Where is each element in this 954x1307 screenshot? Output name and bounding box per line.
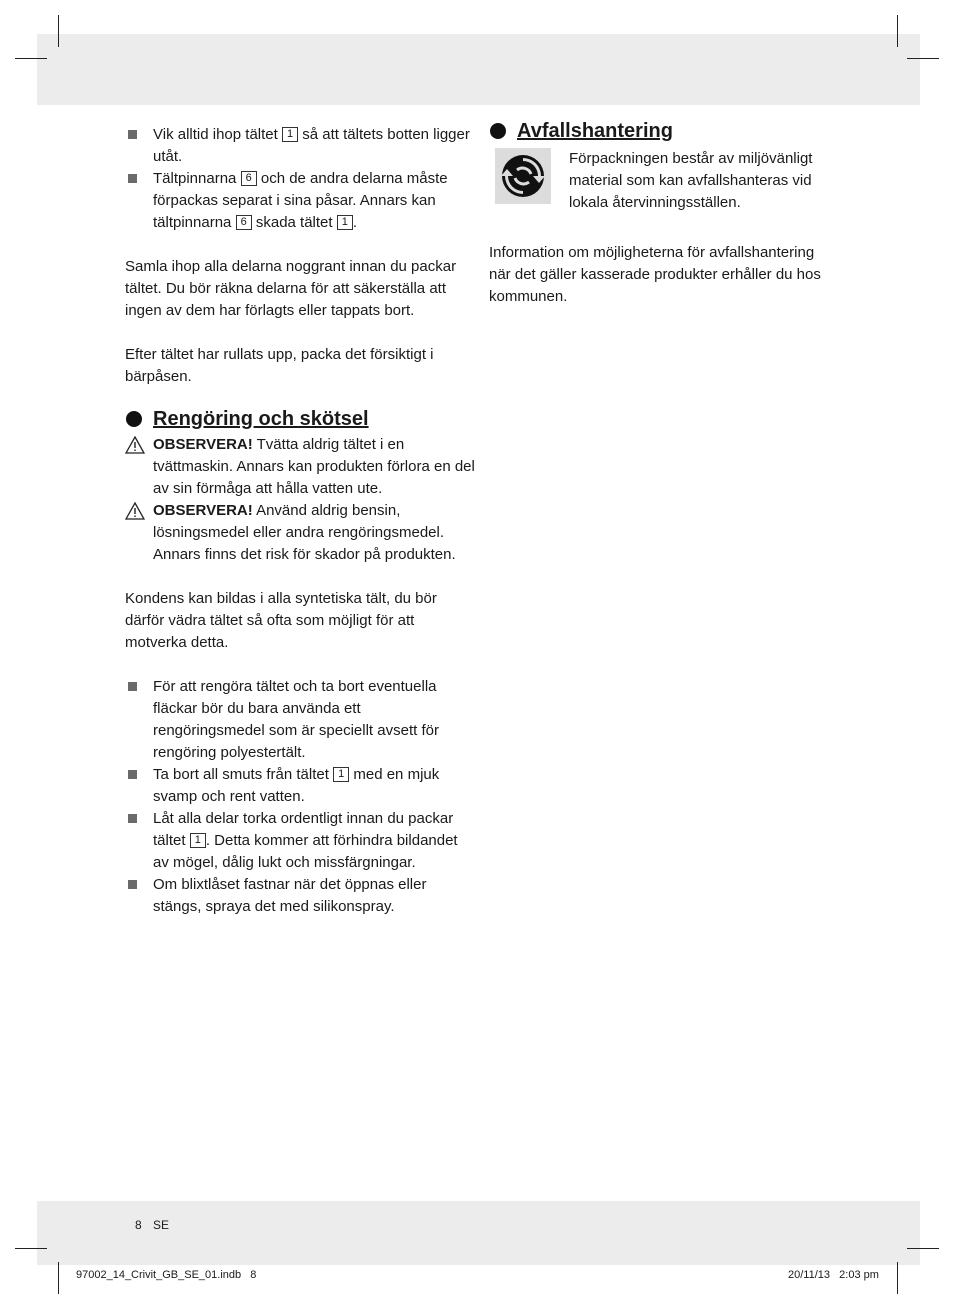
square-bullet-icon bbox=[128, 174, 137, 183]
list-item-text: Vik alltid ihop tältet bbox=[153, 126, 282, 143]
square-bullet-icon bbox=[128, 770, 137, 779]
left-column bbox=[125, 124, 475, 918]
square-bullet-icon bbox=[128, 682, 137, 691]
crop-mark bbox=[907, 58, 939, 59]
list-item-text: skada tältet bbox=[251, 214, 337, 231]
part-number-box: 6 bbox=[236, 215, 252, 230]
paragraph-condensation: Kondens kan bildas i alla syntetiska tält, du bör därför vädra tältet så ofta som möjligt för att motverka detta. bbox=[125, 590, 437, 651]
bullet-dot-icon bbox=[490, 123, 506, 139]
list-item bbox=[125, 676, 475, 764]
list-item bbox=[125, 764, 475, 808]
page-number: 8 bbox=[135, 1218, 142, 1232]
list-item bbox=[125, 124, 475, 168]
warning-list bbox=[125, 434, 475, 566]
paragraph-roll-up: Efter tältet har rullats upp, packa det försiktigt i bärpåsen. bbox=[125, 346, 434, 385]
warning-text: Tvätta aldrig tältet i en tvättmaskin. Annars kan produkten förlora en del av sin förmåga att hålla vatten ute. bbox=[153, 436, 475, 497]
part-number-box: 1 bbox=[282, 127, 298, 142]
bullet-list-packing bbox=[125, 124, 475, 234]
heading-text: Avfallshantering bbox=[517, 120, 673, 142]
list-item-text: med en mjuk svamp och rent vatten. bbox=[153, 766, 440, 805]
list-item bbox=[125, 874, 475, 918]
square-bullet-icon bbox=[128, 814, 137, 823]
crop-mark bbox=[15, 1248, 47, 1249]
list-item-text: så att tältets botten ligger utåt. bbox=[153, 126, 470, 165]
paragraph-disposal-info: Information om möjligheterna för avfallshantering när det gäller kasserade produkter erhåller du hos kommunen. bbox=[489, 244, 821, 305]
recycling-symbol-icon bbox=[495, 148, 551, 204]
recycling-text: Förpackningen består av miljövänligt material som kan avfallshanteras vid lokala återvinningsställen. bbox=[569, 150, 813, 211]
warning-label: OBSERVERA! bbox=[153, 436, 253, 453]
warning-item bbox=[125, 434, 475, 500]
part-number-box: 1 bbox=[337, 215, 353, 230]
list-item-text: Ta bort all smuts från tältet bbox=[153, 766, 334, 783]
crop-mark bbox=[897, 1262, 898, 1294]
file-slug: 97002_14_Crivit_GB_SE_01.indb 8 bbox=[76, 1269, 257, 1281]
crop-mark bbox=[58, 1262, 59, 1294]
right-column bbox=[489, 120, 834, 308]
recycling-info bbox=[489, 148, 834, 214]
part-number-box: 6 bbox=[241, 171, 257, 186]
list-item-text: . Detta kommer att förhindra bildandet av mögel, dålig lukt och missfärgningar. bbox=[153, 832, 458, 871]
crop-mark bbox=[897, 15, 898, 47]
list-item bbox=[125, 808, 475, 874]
warning-triangle-icon bbox=[125, 436, 145, 454]
bullet-dot-icon bbox=[126, 411, 142, 427]
crop-mark bbox=[907, 1248, 939, 1249]
list-item-text: och de andra delarna måste förpackas separat i sina påsar. Annars kan tältpinnarna bbox=[153, 170, 448, 231]
language-code: SE bbox=[153, 1218, 170, 1232]
heading-text: Rengöring och skötsel bbox=[153, 408, 369, 430]
paragraph-collect-parts: Samla ihop alla delarna noggrant innan du packar tältet. Du bör räkna delarna för att säkerställa att ingen av dem har förlagts eller tappats bort. bbox=[125, 258, 457, 319]
footer-band bbox=[37, 1201, 920, 1265]
list-item-text: Om blixtlåset fastnar när det öppnas eller stängs, spraya det med silikonspray. bbox=[153, 876, 427, 915]
warning-item bbox=[125, 500, 475, 566]
section-heading-cleaning bbox=[125, 406, 475, 432]
square-bullet-icon bbox=[128, 880, 137, 889]
list-item-text: Låt alla delar torka ordentligt innan du packar tältet bbox=[153, 810, 454, 849]
warning-text: Använd aldrig bensin, lösningsmedel eller andra rengöringsmedel. Annars finns det risk för skador på produkten. bbox=[153, 502, 456, 563]
list-item-text: . bbox=[352, 214, 358, 231]
crop-mark bbox=[15, 58, 47, 59]
header-band bbox=[37, 34, 920, 105]
section-heading-disposal bbox=[489, 118, 834, 144]
square-bullet-icon bbox=[128, 130, 137, 139]
warning-triangle-icon bbox=[125, 502, 145, 520]
list-item-text: För att rengöra tältet och ta bort eventuella fläckar bör du bara använda ett rengöringsmedel som är speciellt avsett för rengöring polyestertält. bbox=[153, 678, 439, 761]
part-number-box: 1 bbox=[190, 833, 206, 848]
bullet-list-cleaning bbox=[125, 676, 475, 918]
list-item-text: Tältpinnarna bbox=[153, 170, 241, 187]
crop-mark bbox=[58, 15, 59, 47]
part-number-box: 1 bbox=[333, 767, 349, 782]
warning-label: OBSERVERA! bbox=[153, 502, 253, 519]
list-item bbox=[125, 168, 475, 234]
date-slug: 20/11/13 2:03 pm bbox=[788, 1269, 879, 1281]
